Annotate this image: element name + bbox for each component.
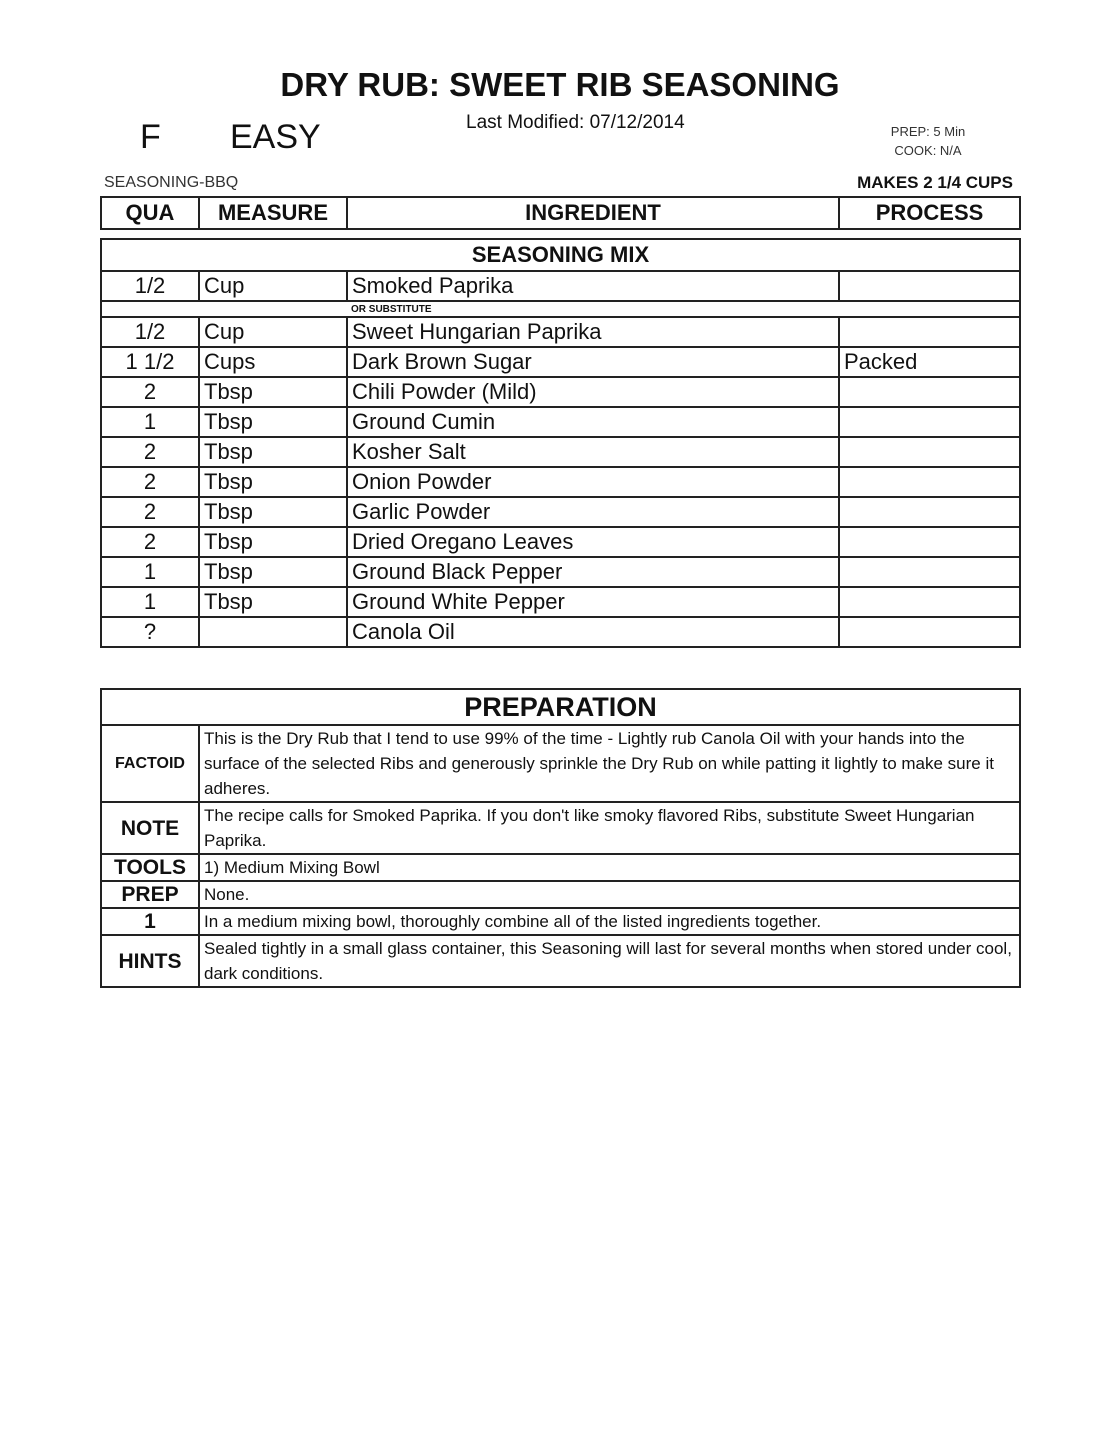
ingredient-name: Ground Black Pepper (347, 557, 839, 587)
ingredient-name: Smoked Paprika (347, 271, 839, 301)
ingredient-name: Dark Brown Sugar (347, 347, 839, 377)
column-header-ingredient: INGREDIENT (347, 197, 839, 229)
prep-text: None. (199, 881, 1020, 908)
ingredient-name: Chili Powder (Mild) (347, 377, 839, 407)
ingredient-measure: Tbsp (199, 497, 347, 527)
ingredient-qty: 2 (101, 377, 199, 407)
prep-label: PREP (101, 881, 199, 908)
preparation-table (100, 688, 1021, 988)
ingredient-measure: Tbsp (199, 527, 347, 557)
ingredient-name: Dried Oregano Leaves (347, 527, 839, 557)
ingredient-qty: 1/2 (101, 271, 199, 301)
category-label: SEASONING-BBQ (104, 174, 239, 191)
ingredient-process (839, 527, 1020, 557)
ingredient-row (101, 377, 1020, 407)
ingredient-row (101, 617, 1020, 647)
ingredient-measure: Cup (199, 271, 347, 301)
ingredient-qty: 2 (101, 437, 199, 467)
ingredient-qty: 2 (101, 497, 199, 527)
ingredient-name: Onion Powder (347, 467, 839, 497)
ingredient-qty: 2 (101, 527, 199, 557)
section-title-preparation: PREPARATION (101, 689, 1020, 725)
ingredient-qty: 1/2 (101, 317, 199, 347)
prep-label: NOTE (101, 802, 199, 854)
ingredient-row (101, 271, 1020, 301)
prep-time: PREP: 5 Min (890, 124, 966, 139)
prep-row-hints (101, 935, 1020, 987)
cook-time: COOK: N/A (894, 143, 962, 158)
ingredient-row (101, 317, 1020, 347)
prep-text: The recipe calls for Smoked Paprika. If you don't like smoky flavored Ribs, substitute Sweet Hungarian Paprika. (199, 802, 1020, 854)
prep-text: Sealed tightly in a small glass container, this Seasoning will last for several months when stored under cool, dark conditions. (199, 935, 1020, 987)
prep-label: HINTS (101, 935, 199, 987)
ingredient-process: Packed (839, 347, 1020, 377)
column-header-qty: QUA (101, 197, 199, 229)
ingredient-qty: 1 (101, 557, 199, 587)
prep-row-prep (101, 881, 1020, 908)
ingredient-process (839, 467, 1020, 497)
substitute-row (101, 301, 1020, 317)
prep-text: In a medium mixing bowl, thoroughly combine all of the listed ingredients together. (199, 908, 1020, 935)
ingredient-qty: 1 (101, 587, 199, 617)
ingredient-measure: Cup (199, 317, 347, 347)
ingredient-measure: Tbsp (199, 467, 347, 497)
ingredient-name: Canola Oil (347, 617, 839, 647)
ingredient-measure: Tbsp (199, 557, 347, 587)
ingredient-row (101, 587, 1020, 617)
recipe-title: DRY RUB: SWEET RIB SEASONING (280, 66, 840, 103)
ingredient-row (101, 407, 1020, 437)
ingredient-qty: ? (101, 617, 199, 647)
ingredient-measure: Tbsp (199, 377, 347, 407)
column-header-measure: MEASURE (199, 197, 347, 229)
ingredient-qty: 2 (101, 467, 199, 497)
prep-row-tools (101, 854, 1020, 881)
ingredient-process (839, 497, 1020, 527)
prep-label: TOOLS (101, 854, 199, 881)
ingredient-row (101, 437, 1020, 467)
column-header-process: PROCESS (839, 197, 1020, 229)
ingredient-name: Sweet Hungarian Paprika (347, 317, 839, 347)
ingredient-process (839, 587, 1020, 617)
ingredient-row (101, 497, 1020, 527)
last-modified: Last Modified: 07/12/2014 (466, 112, 685, 133)
difficulty-label: EASY (230, 118, 321, 156)
ingredient-process (839, 437, 1020, 467)
ingredient-name: Garlic Powder (347, 497, 839, 527)
ingredient-measure: Tbsp (199, 437, 347, 467)
prep-row-note (101, 802, 1020, 854)
ingredient-row (101, 347, 1020, 377)
ingredient-row (101, 557, 1020, 587)
ingredient-process (839, 317, 1020, 347)
ingredient-measure: Tbsp (199, 587, 347, 617)
ingredient-process (839, 407, 1020, 437)
ingredients-table (100, 238, 1021, 648)
prep-text: 1) Medium Mixing Bowl (199, 854, 1020, 881)
ingredient-process (839, 557, 1020, 587)
yield-label: MAKES 2 1/4 CUPS (857, 173, 1013, 192)
grade-label: F (140, 118, 161, 156)
ingredient-measure: Tbsp (199, 407, 347, 437)
ingredient-row (101, 527, 1020, 557)
ingredient-measure: Cups (199, 347, 347, 377)
time-info (872, 122, 984, 160)
section-title-seasoning-mix: SEASONING MIX (101, 239, 1020, 271)
ingredient-qty: 1 1/2 (101, 347, 199, 377)
column-header-table (100, 196, 1021, 230)
ingredient-process (839, 271, 1020, 301)
prep-label: 1 (101, 908, 199, 935)
ingredient-name: Ground Cumin (347, 407, 839, 437)
ingredient-row (101, 467, 1020, 497)
prep-row-step (101, 908, 1020, 935)
substitute-label: OR SUBSTITUTE (347, 301, 1020, 317)
prep-row-factoid (101, 725, 1020, 802)
ingredient-process (839, 617, 1020, 647)
ingredient-name: Ground White Pepper (347, 587, 839, 617)
ingredient-qty: 1 (101, 407, 199, 437)
prep-text: This is the Dry Rub that I tend to use 99% of the time - Lightly rub Canola Oil with your hands into the surface of the selected Ribs and generously sprinkle the Dry Rub on while patting it lightly to make sure it adheres. (199, 725, 1020, 802)
ingredient-name: Kosher Salt (347, 437, 839, 467)
prep-label: FACTOID (101, 725, 199, 802)
ingredient-measure (199, 617, 347, 647)
ingredient-process (839, 377, 1020, 407)
